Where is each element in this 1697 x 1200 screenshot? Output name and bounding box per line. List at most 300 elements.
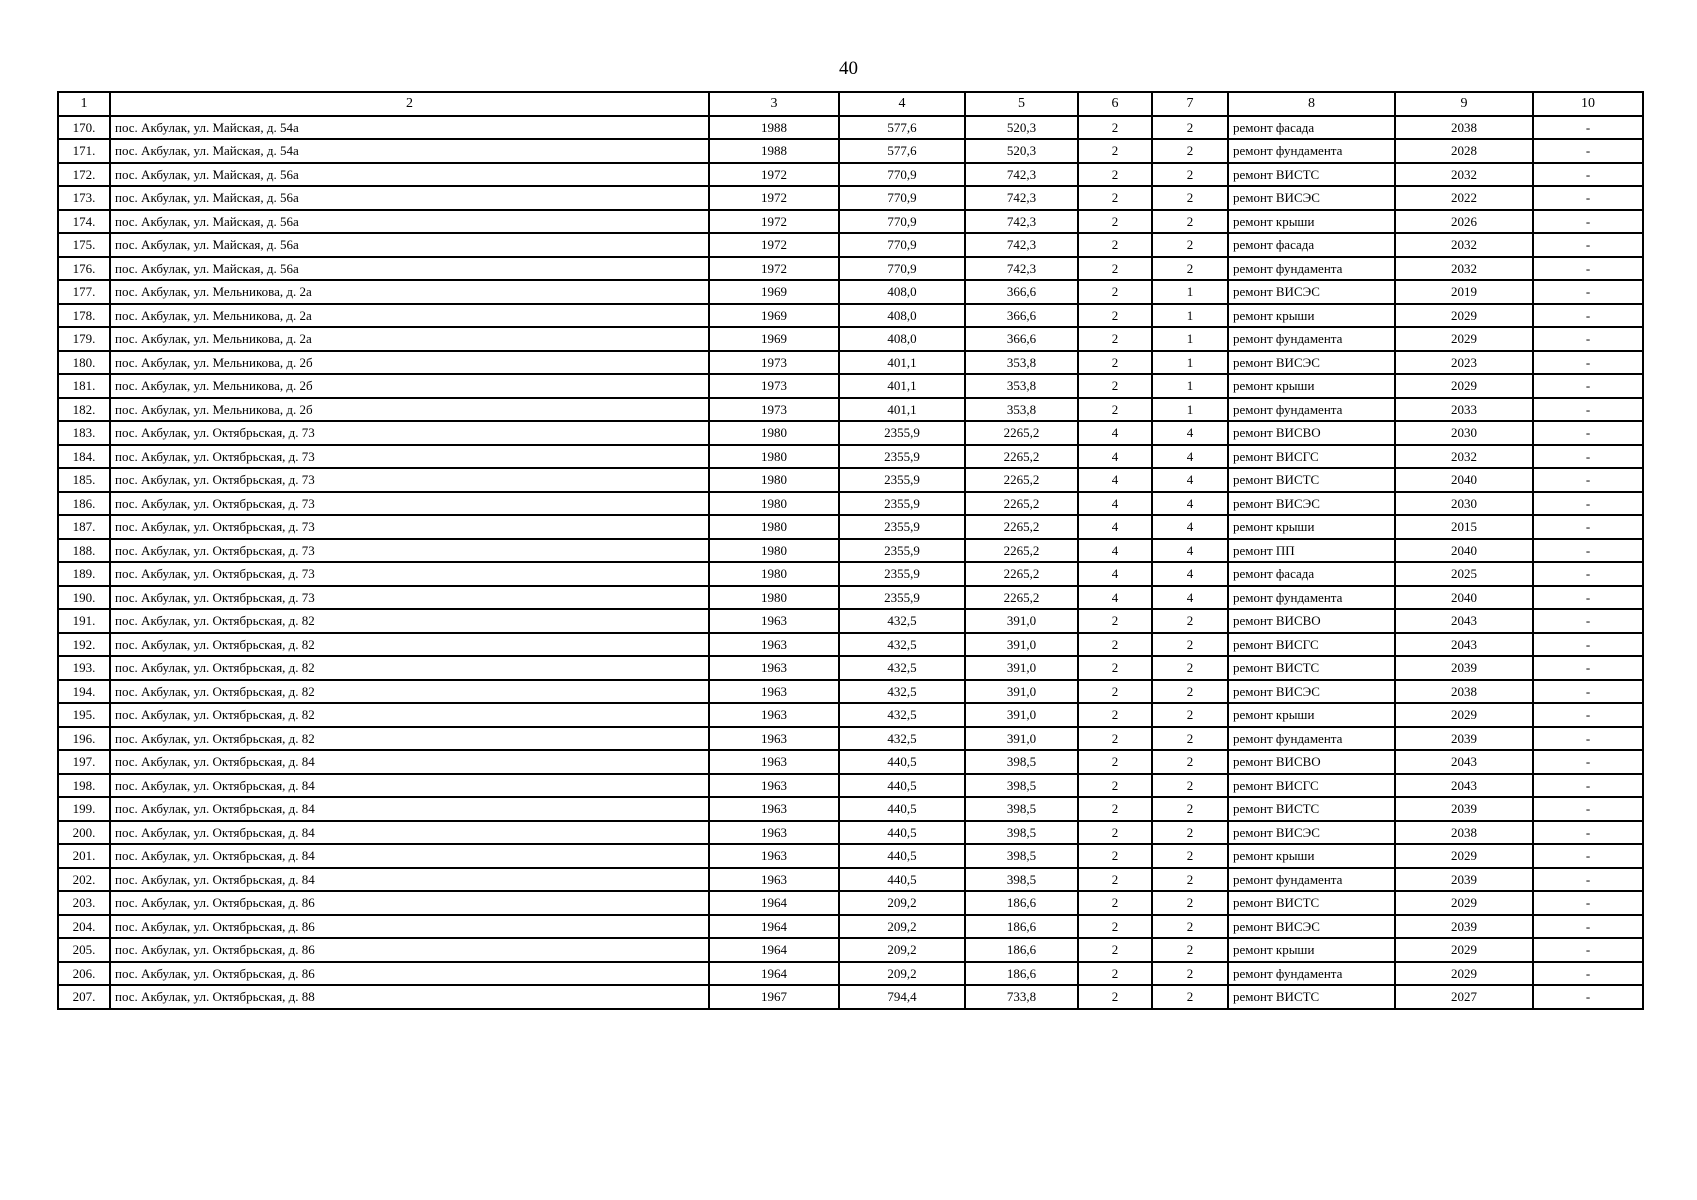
- cell-address: пос. Акбулак, ул. Майская, д. 56а: [110, 163, 709, 187]
- table-row: [58, 515, 1643, 539]
- cell-living-area: 398,5: [965, 821, 1078, 845]
- cell-living-area: 391,0: [965, 633, 1078, 657]
- cell-floors: 2: [1078, 891, 1152, 915]
- column-header-1: 1: [58, 92, 110, 116]
- table-row: [58, 210, 1643, 234]
- cell-entrances: 2: [1152, 727, 1228, 751]
- cell-floors: 2: [1078, 938, 1152, 962]
- cell-living-area: 398,5: [965, 797, 1078, 821]
- cell-total-area: 2355,9: [839, 492, 965, 516]
- cell-floors: 4: [1078, 468, 1152, 492]
- cell-address: пос. Акбулак, ул. Октябрьская, д. 84: [110, 750, 709, 774]
- cell-note: -: [1533, 257, 1643, 281]
- cell-address: пос. Акбулак, ул. Мельникова, д. 2б: [110, 351, 709, 375]
- table-row: [58, 962, 1643, 986]
- cell-address: пос. Акбулак, ул. Октябрьская, д. 82: [110, 656, 709, 680]
- cell-address: пос. Акбулак, ул. Октябрьская, д. 86: [110, 915, 709, 939]
- cell-note: -: [1533, 891, 1643, 915]
- cell-year-built: 1963: [709, 656, 839, 680]
- table-row: [58, 915, 1643, 939]
- cell-address: пос. Акбулак, ул. Октябрьская, д. 73: [110, 539, 709, 563]
- cell-repair-type: ремонт крыши: [1228, 515, 1395, 539]
- cell-floors: 2: [1078, 844, 1152, 868]
- cell-living-area: 391,0: [965, 727, 1078, 751]
- cell-floors: 2: [1078, 374, 1152, 398]
- cell-total-area: 408,0: [839, 327, 965, 351]
- cell-total-area: 794,4: [839, 985, 965, 1009]
- cell-repair-type: ремонт ВИСГС: [1228, 774, 1395, 798]
- cell-year-built: 1964: [709, 962, 839, 986]
- cell-row-number: 186.: [58, 492, 110, 516]
- table-row: [58, 797, 1643, 821]
- cell-entrances: 2: [1152, 962, 1228, 986]
- cell-row-number: 205.: [58, 938, 110, 962]
- cell-entrances: 2: [1152, 797, 1228, 821]
- cell-repair-type: ремонт ВИСЭС: [1228, 680, 1395, 704]
- table-row: [58, 421, 1643, 445]
- cell-total-area: 209,2: [839, 891, 965, 915]
- cell-entrances: 2: [1152, 233, 1228, 257]
- cell-floors: 4: [1078, 562, 1152, 586]
- cell-row-number: 172.: [58, 163, 110, 187]
- table-row: [58, 750, 1643, 774]
- cell-planned-year: 2015: [1395, 515, 1533, 539]
- cell-note: -: [1533, 703, 1643, 727]
- table-row: [58, 821, 1643, 845]
- repair-schedule-table: [57, 91, 1644, 1010]
- cell-total-area: 577,6: [839, 116, 965, 140]
- cell-address: пос. Акбулак, ул. Майская, д. 56а: [110, 210, 709, 234]
- cell-repair-type: ремонт фасада: [1228, 116, 1395, 140]
- cell-total-area: 401,1: [839, 398, 965, 422]
- cell-total-area: 209,2: [839, 938, 965, 962]
- cell-address: пос. Акбулак, ул. Октябрьская, д. 84: [110, 821, 709, 845]
- cell-note: -: [1533, 938, 1643, 962]
- cell-living-area: 2265,2: [965, 492, 1078, 516]
- cell-living-area: 2265,2: [965, 586, 1078, 610]
- table-row: [58, 492, 1643, 516]
- cell-repair-type: ремонт крыши: [1228, 210, 1395, 234]
- cell-living-area: 2265,2: [965, 445, 1078, 469]
- cell-note: -: [1533, 680, 1643, 704]
- cell-floors: 4: [1078, 539, 1152, 563]
- cell-living-area: 391,0: [965, 656, 1078, 680]
- cell-entrances: 1: [1152, 374, 1228, 398]
- cell-floors: 2: [1078, 656, 1152, 680]
- cell-entrances: 4: [1152, 492, 1228, 516]
- cell-total-area: 432,5: [839, 609, 965, 633]
- cell-entrances: 2: [1152, 633, 1228, 657]
- cell-repair-type: ремонт ВИСЭС: [1228, 280, 1395, 304]
- cell-note: -: [1533, 468, 1643, 492]
- cell-repair-type: ремонт ВИСГС: [1228, 633, 1395, 657]
- cell-planned-year: 2039: [1395, 797, 1533, 821]
- cell-living-area: 742,3: [965, 233, 1078, 257]
- cell-address: пос. Акбулак, ул. Мельникова, д. 2а: [110, 327, 709, 351]
- cell-total-area: 577,6: [839, 139, 965, 163]
- cell-total-area: 440,5: [839, 750, 965, 774]
- cell-row-number: 171.: [58, 139, 110, 163]
- cell-living-area: 366,6: [965, 327, 1078, 351]
- cell-note: -: [1533, 515, 1643, 539]
- cell-living-area: 2265,2: [965, 515, 1078, 539]
- cell-note: -: [1533, 609, 1643, 633]
- cell-note: -: [1533, 750, 1643, 774]
- cell-total-area: 408,0: [839, 280, 965, 304]
- cell-planned-year: 2038: [1395, 680, 1533, 704]
- cell-total-area: 770,9: [839, 257, 965, 281]
- cell-entrances: 4: [1152, 586, 1228, 610]
- cell-year-built: 1963: [709, 727, 839, 751]
- cell-living-area: 186,6: [965, 938, 1078, 962]
- cell-repair-type: ремонт ВИСЭС: [1228, 821, 1395, 845]
- cell-living-area: 398,5: [965, 844, 1078, 868]
- cell-note: -: [1533, 304, 1643, 328]
- cell-entrances: 4: [1152, 468, 1228, 492]
- cell-row-number: 183.: [58, 421, 110, 445]
- cell-note: -: [1533, 633, 1643, 657]
- cell-year-built: 1980: [709, 515, 839, 539]
- cell-note: -: [1533, 539, 1643, 563]
- cell-floors: 2: [1078, 868, 1152, 892]
- cell-note: -: [1533, 868, 1643, 892]
- cell-row-number: 175.: [58, 233, 110, 257]
- cell-living-area: 391,0: [965, 703, 1078, 727]
- cell-planned-year: 2029: [1395, 327, 1533, 351]
- cell-total-area: 2355,9: [839, 445, 965, 469]
- column-header-10: 10: [1533, 92, 1643, 116]
- cell-row-number: 202.: [58, 868, 110, 892]
- table-row: [58, 163, 1643, 187]
- column-header-4: 4: [839, 92, 965, 116]
- cell-row-number: 199.: [58, 797, 110, 821]
- cell-living-area: 742,3: [965, 186, 1078, 210]
- table-row: [58, 257, 1643, 281]
- cell-note: -: [1533, 985, 1643, 1009]
- cell-floors: 2: [1078, 750, 1152, 774]
- cell-repair-type: ремонт ВИСТС: [1228, 891, 1395, 915]
- cell-total-area: 440,5: [839, 821, 965, 845]
- cell-address: пос. Акбулак, ул. Майская, д. 56а: [110, 233, 709, 257]
- cell-row-number: 207.: [58, 985, 110, 1009]
- cell-repair-type: ремонт крыши: [1228, 938, 1395, 962]
- cell-row-number: 204.: [58, 915, 110, 939]
- cell-note: -: [1533, 727, 1643, 751]
- cell-address: пос. Акбулак, ул. Октябрьская, д. 73: [110, 468, 709, 492]
- cell-repair-type: ремонт ВИСЭС: [1228, 915, 1395, 939]
- cell-entrances: 2: [1152, 750, 1228, 774]
- column-header-2: 2: [110, 92, 709, 116]
- cell-year-built: 1980: [709, 492, 839, 516]
- cell-entrances: 2: [1152, 210, 1228, 234]
- cell-total-area: 440,5: [839, 774, 965, 798]
- cell-total-area: 770,9: [839, 186, 965, 210]
- cell-year-built: 1969: [709, 304, 839, 328]
- cell-planned-year: 2029: [1395, 374, 1533, 398]
- cell-living-area: 520,3: [965, 116, 1078, 140]
- cell-address: пос. Акбулак, ул. Майская, д. 56а: [110, 186, 709, 210]
- cell-total-area: 432,5: [839, 703, 965, 727]
- table-row: [58, 186, 1643, 210]
- cell-floors: 2: [1078, 797, 1152, 821]
- cell-floors: 2: [1078, 210, 1152, 234]
- cell-floors: 2: [1078, 257, 1152, 281]
- cell-floors: 2: [1078, 727, 1152, 751]
- table-row: [58, 139, 1643, 163]
- cell-year-built: 1969: [709, 280, 839, 304]
- cell-living-area: 733,8: [965, 985, 1078, 1009]
- cell-year-built: 1972: [709, 186, 839, 210]
- table-row: [58, 727, 1643, 751]
- cell-floors: 2: [1078, 116, 1152, 140]
- table-row: [58, 891, 1643, 915]
- cell-total-area: 770,9: [839, 233, 965, 257]
- cell-row-number: 193.: [58, 656, 110, 680]
- cell-row-number: 206.: [58, 962, 110, 986]
- cell-year-built: 1963: [709, 774, 839, 798]
- cell-living-area: 366,6: [965, 280, 1078, 304]
- cell-total-area: 432,5: [839, 633, 965, 657]
- cell-planned-year: 2033: [1395, 398, 1533, 422]
- cell-row-number: 185.: [58, 468, 110, 492]
- cell-living-area: 391,0: [965, 680, 1078, 704]
- table-row: [58, 445, 1643, 469]
- cell-planned-year: 2029: [1395, 844, 1533, 868]
- cell-note: -: [1533, 915, 1643, 939]
- cell-planned-year: 2032: [1395, 233, 1533, 257]
- table-row: [58, 703, 1643, 727]
- cell-entrances: 2: [1152, 163, 1228, 187]
- cell-address: пос. Акбулак, ул. Октябрьская, д. 82: [110, 703, 709, 727]
- cell-floors: 2: [1078, 703, 1152, 727]
- cell-entrances: 2: [1152, 703, 1228, 727]
- cell-year-built: 1980: [709, 445, 839, 469]
- cell-row-number: 184.: [58, 445, 110, 469]
- cell-address: пос. Акбулак, ул. Мельникова, д. 2б: [110, 374, 709, 398]
- cell-row-number: 200.: [58, 821, 110, 845]
- cell-address: пос. Акбулак, ул. Мельникова, д. 2а: [110, 280, 709, 304]
- cell-row-number: 197.: [58, 750, 110, 774]
- cell-floors: 2: [1078, 821, 1152, 845]
- cell-year-built: 1963: [709, 750, 839, 774]
- cell-entrances: 4: [1152, 539, 1228, 563]
- cell-planned-year: 2019: [1395, 280, 1533, 304]
- cell-living-area: 398,5: [965, 774, 1078, 798]
- cell-living-area: 2265,2: [965, 562, 1078, 586]
- cell-entrances: 2: [1152, 868, 1228, 892]
- cell-planned-year: 2038: [1395, 821, 1533, 845]
- cell-planned-year: 2027: [1395, 985, 1533, 1009]
- cell-year-built: 1980: [709, 586, 839, 610]
- cell-entrances: 2: [1152, 938, 1228, 962]
- cell-total-area: 2355,9: [839, 421, 965, 445]
- cell-address: пос. Акбулак, ул. Майская, д. 56а: [110, 257, 709, 281]
- table-row: [58, 774, 1643, 798]
- cell-address: пос. Акбулак, ул. Октябрьская, д. 73: [110, 562, 709, 586]
- cell-living-area: 353,8: [965, 374, 1078, 398]
- cell-row-number: 195.: [58, 703, 110, 727]
- cell-planned-year: 2029: [1395, 304, 1533, 328]
- cell-planned-year: 2043: [1395, 633, 1533, 657]
- cell-entrances: 2: [1152, 844, 1228, 868]
- cell-planned-year: 2040: [1395, 468, 1533, 492]
- cell-address: пос. Акбулак, ул. Октябрьская, д. 86: [110, 962, 709, 986]
- cell-year-built: 1980: [709, 539, 839, 563]
- cell-total-area: 401,1: [839, 374, 965, 398]
- cell-note: -: [1533, 398, 1643, 422]
- table-row: [58, 868, 1643, 892]
- cell-year-built: 1988: [709, 139, 839, 163]
- table-row: [58, 233, 1643, 257]
- cell-floors: 2: [1078, 233, 1152, 257]
- cell-row-number: 170.: [58, 116, 110, 140]
- cell-address: пос. Акбулак, ул. Октябрьская, д. 86: [110, 938, 709, 962]
- cell-repair-type: ремонт крыши: [1228, 844, 1395, 868]
- cell-entrances: 2: [1152, 257, 1228, 281]
- cell-address: пос. Акбулак, ул. Октябрьская, д. 82: [110, 727, 709, 751]
- cell-address: пос. Акбулак, ул. Октябрьская, д. 73: [110, 421, 709, 445]
- cell-year-built: 1963: [709, 609, 839, 633]
- cell-repair-type: ремонт ВИСВО: [1228, 421, 1395, 445]
- table-row: [58, 609, 1643, 633]
- cell-row-number: 194.: [58, 680, 110, 704]
- cell-planned-year: 2022: [1395, 186, 1533, 210]
- cell-row-number: 173.: [58, 186, 110, 210]
- cell-address: пос. Акбулак, ул. Октябрьская, д. 82: [110, 633, 709, 657]
- cell-row-number: 201.: [58, 844, 110, 868]
- cell-note: -: [1533, 562, 1643, 586]
- cell-repair-type: ремонт фундамента: [1228, 327, 1395, 351]
- cell-note: -: [1533, 116, 1643, 140]
- cell-total-area: 770,9: [839, 163, 965, 187]
- cell-repair-type: ремонт фундамента: [1228, 727, 1395, 751]
- cell-year-built: 1980: [709, 562, 839, 586]
- cell-year-built: 1963: [709, 680, 839, 704]
- cell-total-area: 209,2: [839, 962, 965, 986]
- cell-row-number: 180.: [58, 351, 110, 375]
- cell-repair-type: ремонт фундамента: [1228, 257, 1395, 281]
- cell-note: -: [1533, 421, 1643, 445]
- column-header-5: 5: [965, 92, 1078, 116]
- cell-floors: 2: [1078, 398, 1152, 422]
- cell-entrances: 4: [1152, 445, 1228, 469]
- cell-total-area: 2355,9: [839, 562, 965, 586]
- cell-year-built: 1972: [709, 163, 839, 187]
- cell-note: -: [1533, 233, 1643, 257]
- cell-planned-year: 2023: [1395, 351, 1533, 375]
- cell-planned-year: 2028: [1395, 139, 1533, 163]
- cell-total-area: 2355,9: [839, 468, 965, 492]
- cell-address: пос. Акбулак, ул. Октябрьская, д. 73: [110, 445, 709, 469]
- cell-year-built: 1963: [709, 868, 839, 892]
- cell-repair-type: ремонт ВИСГС: [1228, 445, 1395, 469]
- cell-address: пос. Акбулак, ул. Октябрьская, д. 84: [110, 868, 709, 892]
- cell-row-number: 174.: [58, 210, 110, 234]
- cell-repair-type: ремонт ВИСЭС: [1228, 186, 1395, 210]
- cell-living-area: 2265,2: [965, 468, 1078, 492]
- cell-living-area: 186,6: [965, 891, 1078, 915]
- cell-row-number: 189.: [58, 562, 110, 586]
- cell-note: -: [1533, 186, 1643, 210]
- table-body: [58, 116, 1643, 1009]
- cell-entrances: 4: [1152, 421, 1228, 445]
- cell-year-built: 1963: [709, 844, 839, 868]
- cell-address: пос. Акбулак, ул. Октябрьская, д. 86: [110, 891, 709, 915]
- cell-repair-type: ремонт ВИСТС: [1228, 797, 1395, 821]
- cell-total-area: 432,5: [839, 680, 965, 704]
- cell-year-built: 1980: [709, 468, 839, 492]
- cell-row-number: 187.: [58, 515, 110, 539]
- cell-floors: 2: [1078, 304, 1152, 328]
- cell-floors: 2: [1078, 680, 1152, 704]
- column-header-6: 6: [1078, 92, 1152, 116]
- cell-living-area: 742,3: [965, 163, 1078, 187]
- table-row: [58, 844, 1643, 868]
- cell-planned-year: 2039: [1395, 915, 1533, 939]
- cell-planned-year: 2040: [1395, 586, 1533, 610]
- cell-entrances: 4: [1152, 562, 1228, 586]
- cell-repair-type: ремонт фасада: [1228, 562, 1395, 586]
- table-row: [58, 374, 1643, 398]
- cell-address: пос. Акбулак, ул. Октябрьская, д. 82: [110, 680, 709, 704]
- cell-year-built: 1963: [709, 703, 839, 727]
- cell-year-built: 1963: [709, 821, 839, 845]
- cell-entrances: 2: [1152, 891, 1228, 915]
- cell-address: пос. Акбулак, ул. Октябрьская, д. 84: [110, 797, 709, 821]
- cell-year-built: 1988: [709, 116, 839, 140]
- cell-floors: 2: [1078, 280, 1152, 304]
- cell-repair-type: ремонт ВИСТС: [1228, 468, 1395, 492]
- cell-entrances: 1: [1152, 280, 1228, 304]
- cell-repair-type: ремонт крыши: [1228, 374, 1395, 398]
- cell-living-area: 186,6: [965, 962, 1078, 986]
- cell-total-area: 440,5: [839, 797, 965, 821]
- cell-note: -: [1533, 962, 1643, 986]
- cell-entrances: 2: [1152, 186, 1228, 210]
- cell-living-area: 398,5: [965, 750, 1078, 774]
- table-row: [58, 304, 1643, 328]
- table-row: [58, 351, 1643, 375]
- cell-floors: 2: [1078, 139, 1152, 163]
- cell-floors: 4: [1078, 515, 1152, 539]
- cell-living-area: 742,3: [965, 257, 1078, 281]
- table-row: [58, 327, 1643, 351]
- cell-note: -: [1533, 210, 1643, 234]
- cell-planned-year: 2039: [1395, 727, 1533, 751]
- cell-row-number: 179.: [58, 327, 110, 351]
- table-row: [58, 398, 1643, 422]
- cell-total-area: 440,5: [839, 868, 965, 892]
- cell-repair-type: ремонт фундамента: [1228, 398, 1395, 422]
- cell-note: -: [1533, 492, 1643, 516]
- cell-repair-type: ремонт крыши: [1228, 304, 1395, 328]
- cell-total-area: 432,5: [839, 727, 965, 751]
- cell-note: -: [1533, 586, 1643, 610]
- cell-planned-year: 2043: [1395, 750, 1533, 774]
- cell-total-area: 401,1: [839, 351, 965, 375]
- cell-total-area: 2355,9: [839, 539, 965, 563]
- cell-repair-type: ремонт ВИСВО: [1228, 609, 1395, 633]
- cell-address: пос. Акбулак, ул. Майская, д. 54а: [110, 139, 709, 163]
- cell-living-area: 742,3: [965, 210, 1078, 234]
- cell-entrances: 2: [1152, 139, 1228, 163]
- cell-living-area: 353,8: [965, 351, 1078, 375]
- cell-floors: 4: [1078, 445, 1152, 469]
- cell-note: -: [1533, 280, 1643, 304]
- cell-note: -: [1533, 844, 1643, 868]
- cell-repair-type: ремонт ВИСТС: [1228, 163, 1395, 187]
- cell-row-number: 177.: [58, 280, 110, 304]
